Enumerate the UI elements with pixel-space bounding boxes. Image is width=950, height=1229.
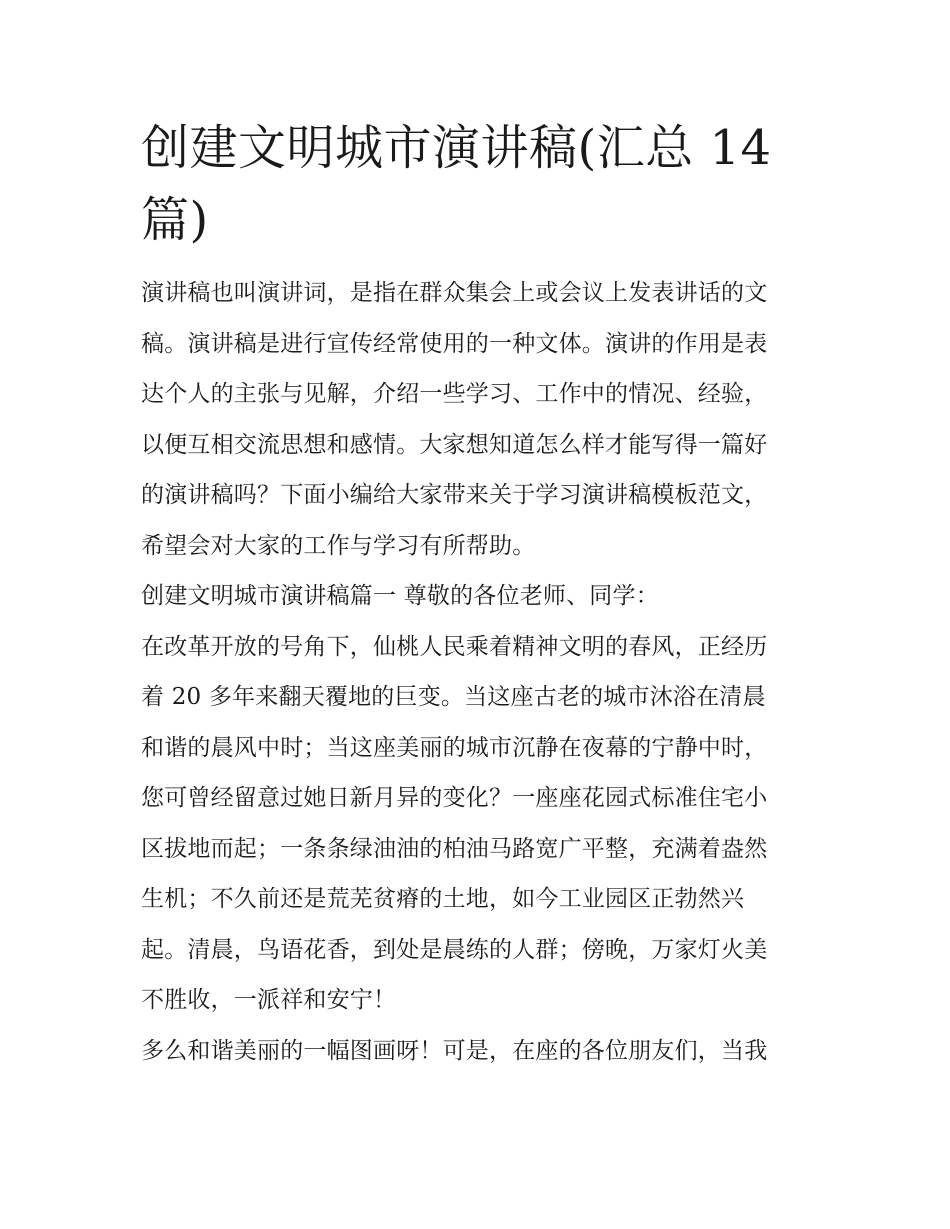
text-line: 的演讲稿吗？下面小编给大家带来关于学习演讲稿模板范文，	[141, 482, 768, 508]
text-line: 以便互相交流思想和感情。大家想知道怎么样才能写得一篇好	[141, 431, 768, 458]
body-paragraph	[141, 1026, 813, 1077]
text-line: 起。清晨，鸟语花香，到处是晨练的人群；傍晚，万家灯火美	[141, 936, 768, 963]
body-paragraph	[141, 622, 813, 1026]
text-line: 和谐的晨风中时；当这座美丽的城市沉静在夜幕的宁静中时，	[141, 734, 768, 761]
document-page	[141, 112, 813, 1076]
document-body	[141, 268, 813, 1076]
text-line: 多么和谐美丽的一幅图画呀！可是，在座的各位朋友们，当我	[141, 1037, 768, 1064]
title-line: 创建文明城市演讲稿(汇总 14	[141, 120, 772, 176]
text-line: 区拔地而起；一条条绿油油的柏油马路宽广平整，充满着盎然	[141, 835, 768, 862]
text-line: 创建文明城市演讲稿篇一 尊敬的各位老师、同学：	[141, 583, 659, 609]
text-line: 达个人的主张与见解，介绍一些学习、工作中的情况、经验，	[141, 381, 768, 407]
section-heading-paragraph	[141, 571, 813, 622]
text-line: 不胜收，一派祥和安宁！	[141, 987, 397, 1013]
text-line: 您可曾经留意过她日新月异的变化？一座座花园式标准住宅小	[141, 785, 768, 811]
intro-paragraph	[141, 268, 813, 571]
text-line: 希望会对大家的工作与学习有所帮助。	[141, 532, 536, 559]
text-line: 着 20 多年来翻天覆地的巨变。当这座古老的城市沐浴在清晨	[141, 684, 766, 710]
text-line: 稿。演讲稿是进行宣传经常使用的一种文体。演讲的作用是表	[141, 330, 768, 357]
document-title	[141, 112, 813, 256]
text-line: 生机；不久前还是荒芜贫瘠的土地，如今工业园区正勃然兴	[141, 886, 745, 912]
text-line: 在改革开放的号角下，仙桃人民乘着精神文明的春风，正经历	[141, 633, 768, 660]
text-line: 演讲稿也叫演讲词，是指在群众集会上或会议上发表讲话的文	[141, 280, 768, 306]
title-line: 篇)	[141, 192, 209, 248]
